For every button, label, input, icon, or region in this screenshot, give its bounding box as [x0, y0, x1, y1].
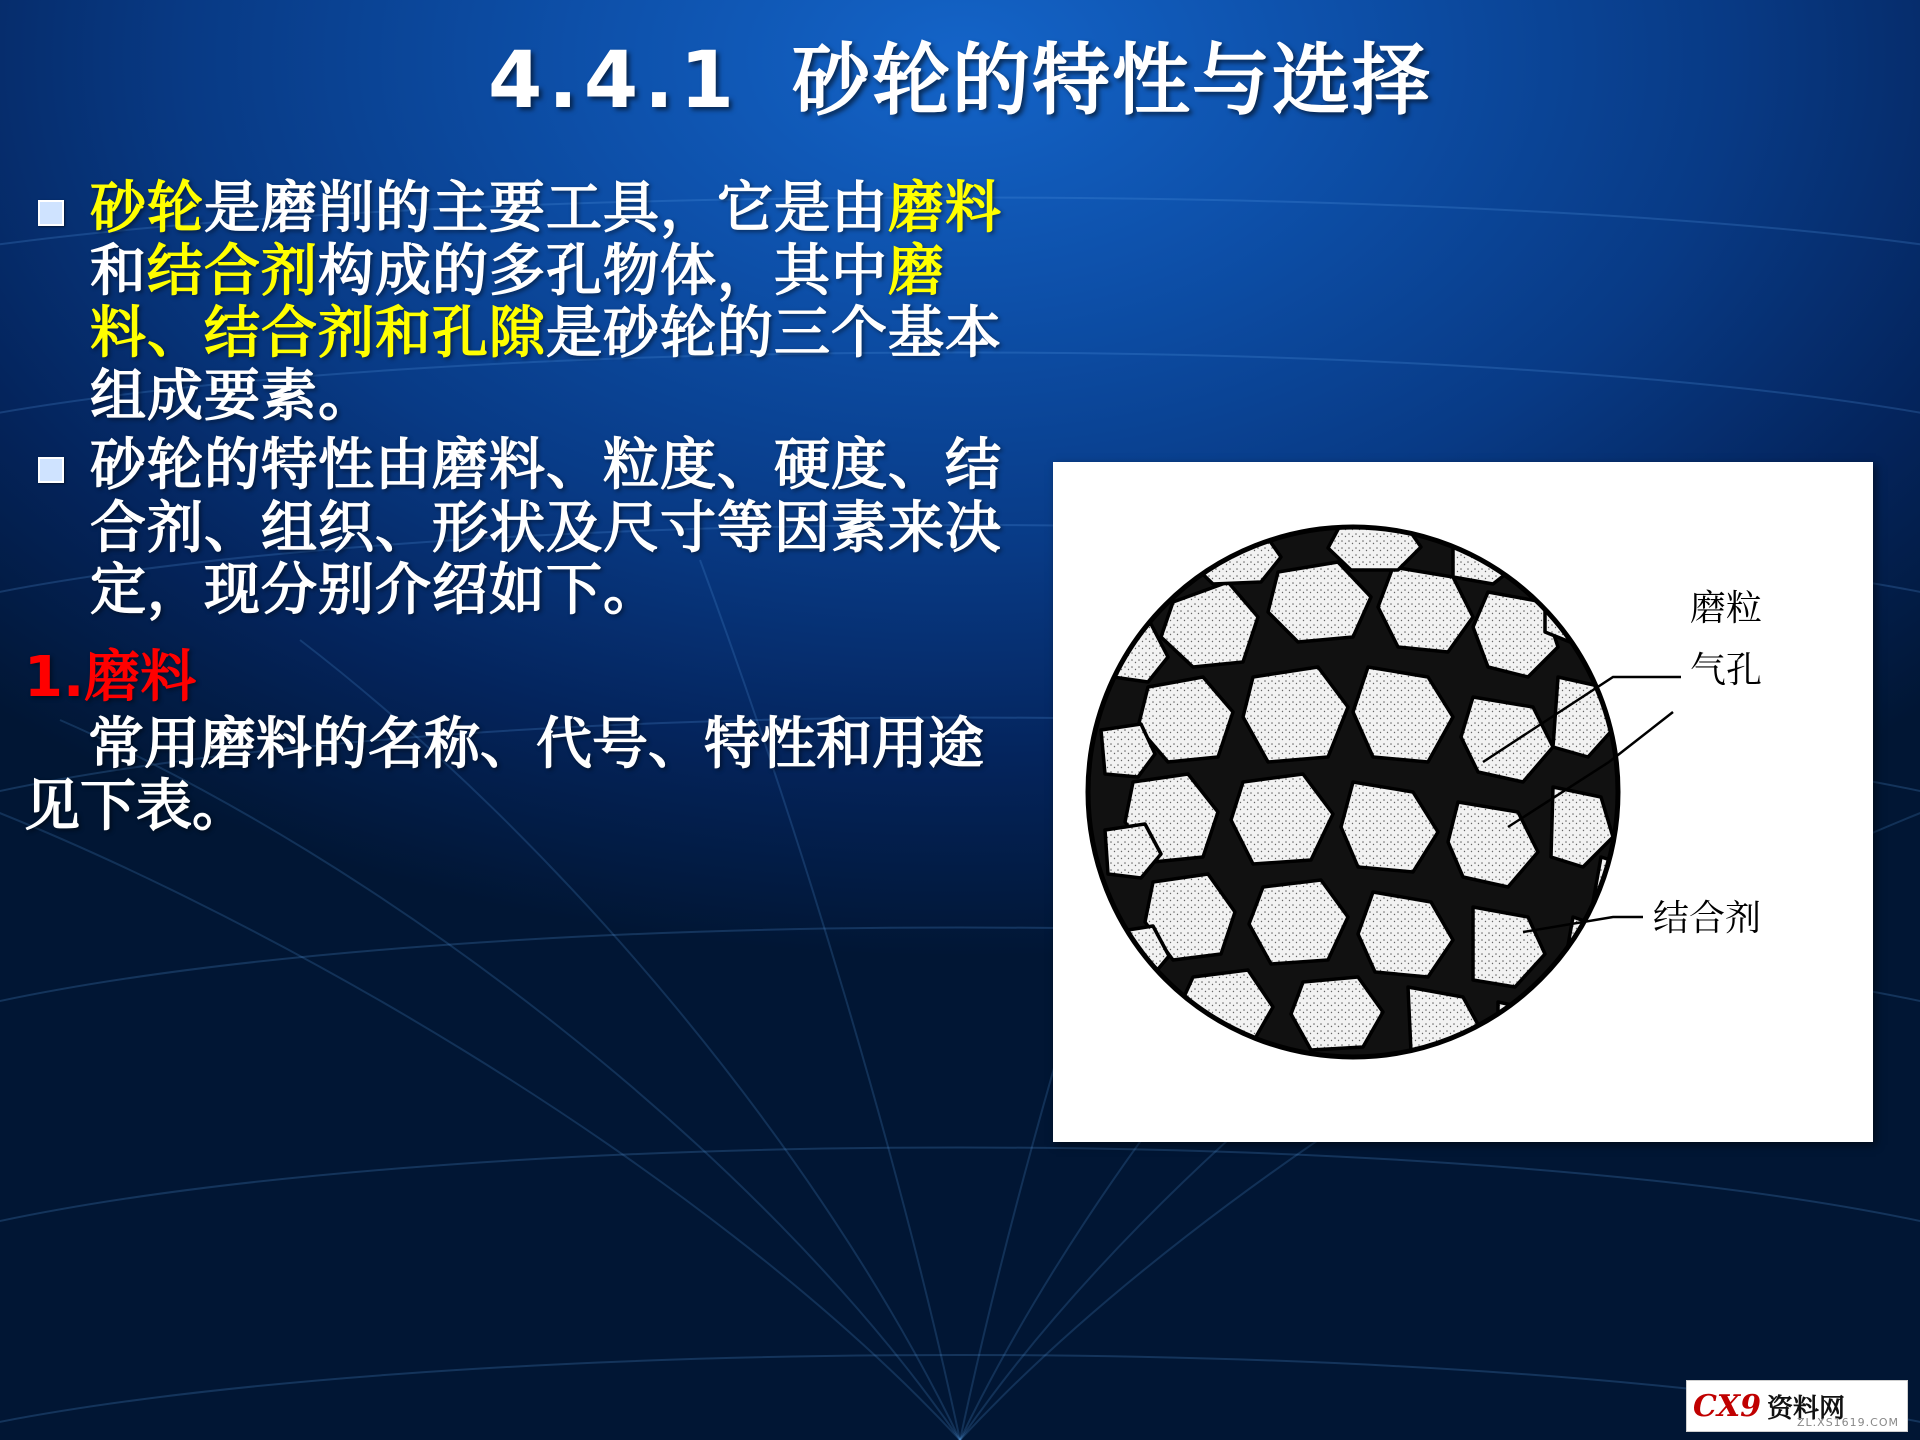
bullet-1-seg-4: 和: [90, 238, 147, 304]
content-column: [18, 178, 1038, 839]
bullet-1-seg-6: 构成的多孔物体，其中: [318, 238, 888, 304]
title-number: 4.4.1: [487, 36, 741, 126]
watermark-text: 资料网: [1767, 1393, 1846, 1424]
bullet-2-text: 砂轮的特性由磨料、粒度、硬度、结合剂、组织、形状及尺寸等因素来决定，现分别介绍如下。: [90, 432, 1002, 624]
watermark-subtext: ZL.XS1619.COM: [1797, 1416, 1899, 1429]
list-item: [18, 432, 1038, 624]
kw-bond: 结合剂: [147, 238, 318, 304]
watermark: [1686, 1380, 1908, 1432]
bullet-1-text: [90, 178, 1038, 429]
watermark-logo: CX9: [1693, 1388, 1762, 1424]
kw-three-elements: 磨料、结合剂和孔隙: [90, 238, 945, 367]
label-air-pore: 气孔: [1690, 650, 1763, 691]
label-abrasive-grain: 磨粒: [1690, 588, 1763, 629]
bullet-1-seg-2: 是磨削的主要工具，它是由: [204, 176, 888, 241]
bullet-square-icon: [38, 200, 64, 226]
title-text: 砂轮的特性与选择: [792, 36, 1433, 126]
bullet-square-icon: [38, 457, 64, 483]
list-item: [18, 178, 1038, 429]
microstructure-drawing: [1053, 462, 1873, 1142]
section-heading: [18, 647, 1038, 710]
section-label: 磨料: [84, 645, 197, 711]
section-number: 1.: [24, 645, 85, 711]
bullet-1-seg-8: 是砂轮的三个基本组成要素。: [90, 301, 1002, 430]
kw-grinding-wheel: 砂轮: [90, 176, 204, 241]
label-bond: 结合剂: [1653, 898, 1762, 939]
section-body-text: [18, 711, 1038, 840]
page-title: [0, 18, 1920, 130]
section-body-value: 常用磨料的名称、代号、特性和用途见下表。: [24, 711, 984, 840]
kw-abrasive: 磨料: [888, 176, 1002, 241]
grinding-wheel-figure: [1053, 462, 1873, 1142]
